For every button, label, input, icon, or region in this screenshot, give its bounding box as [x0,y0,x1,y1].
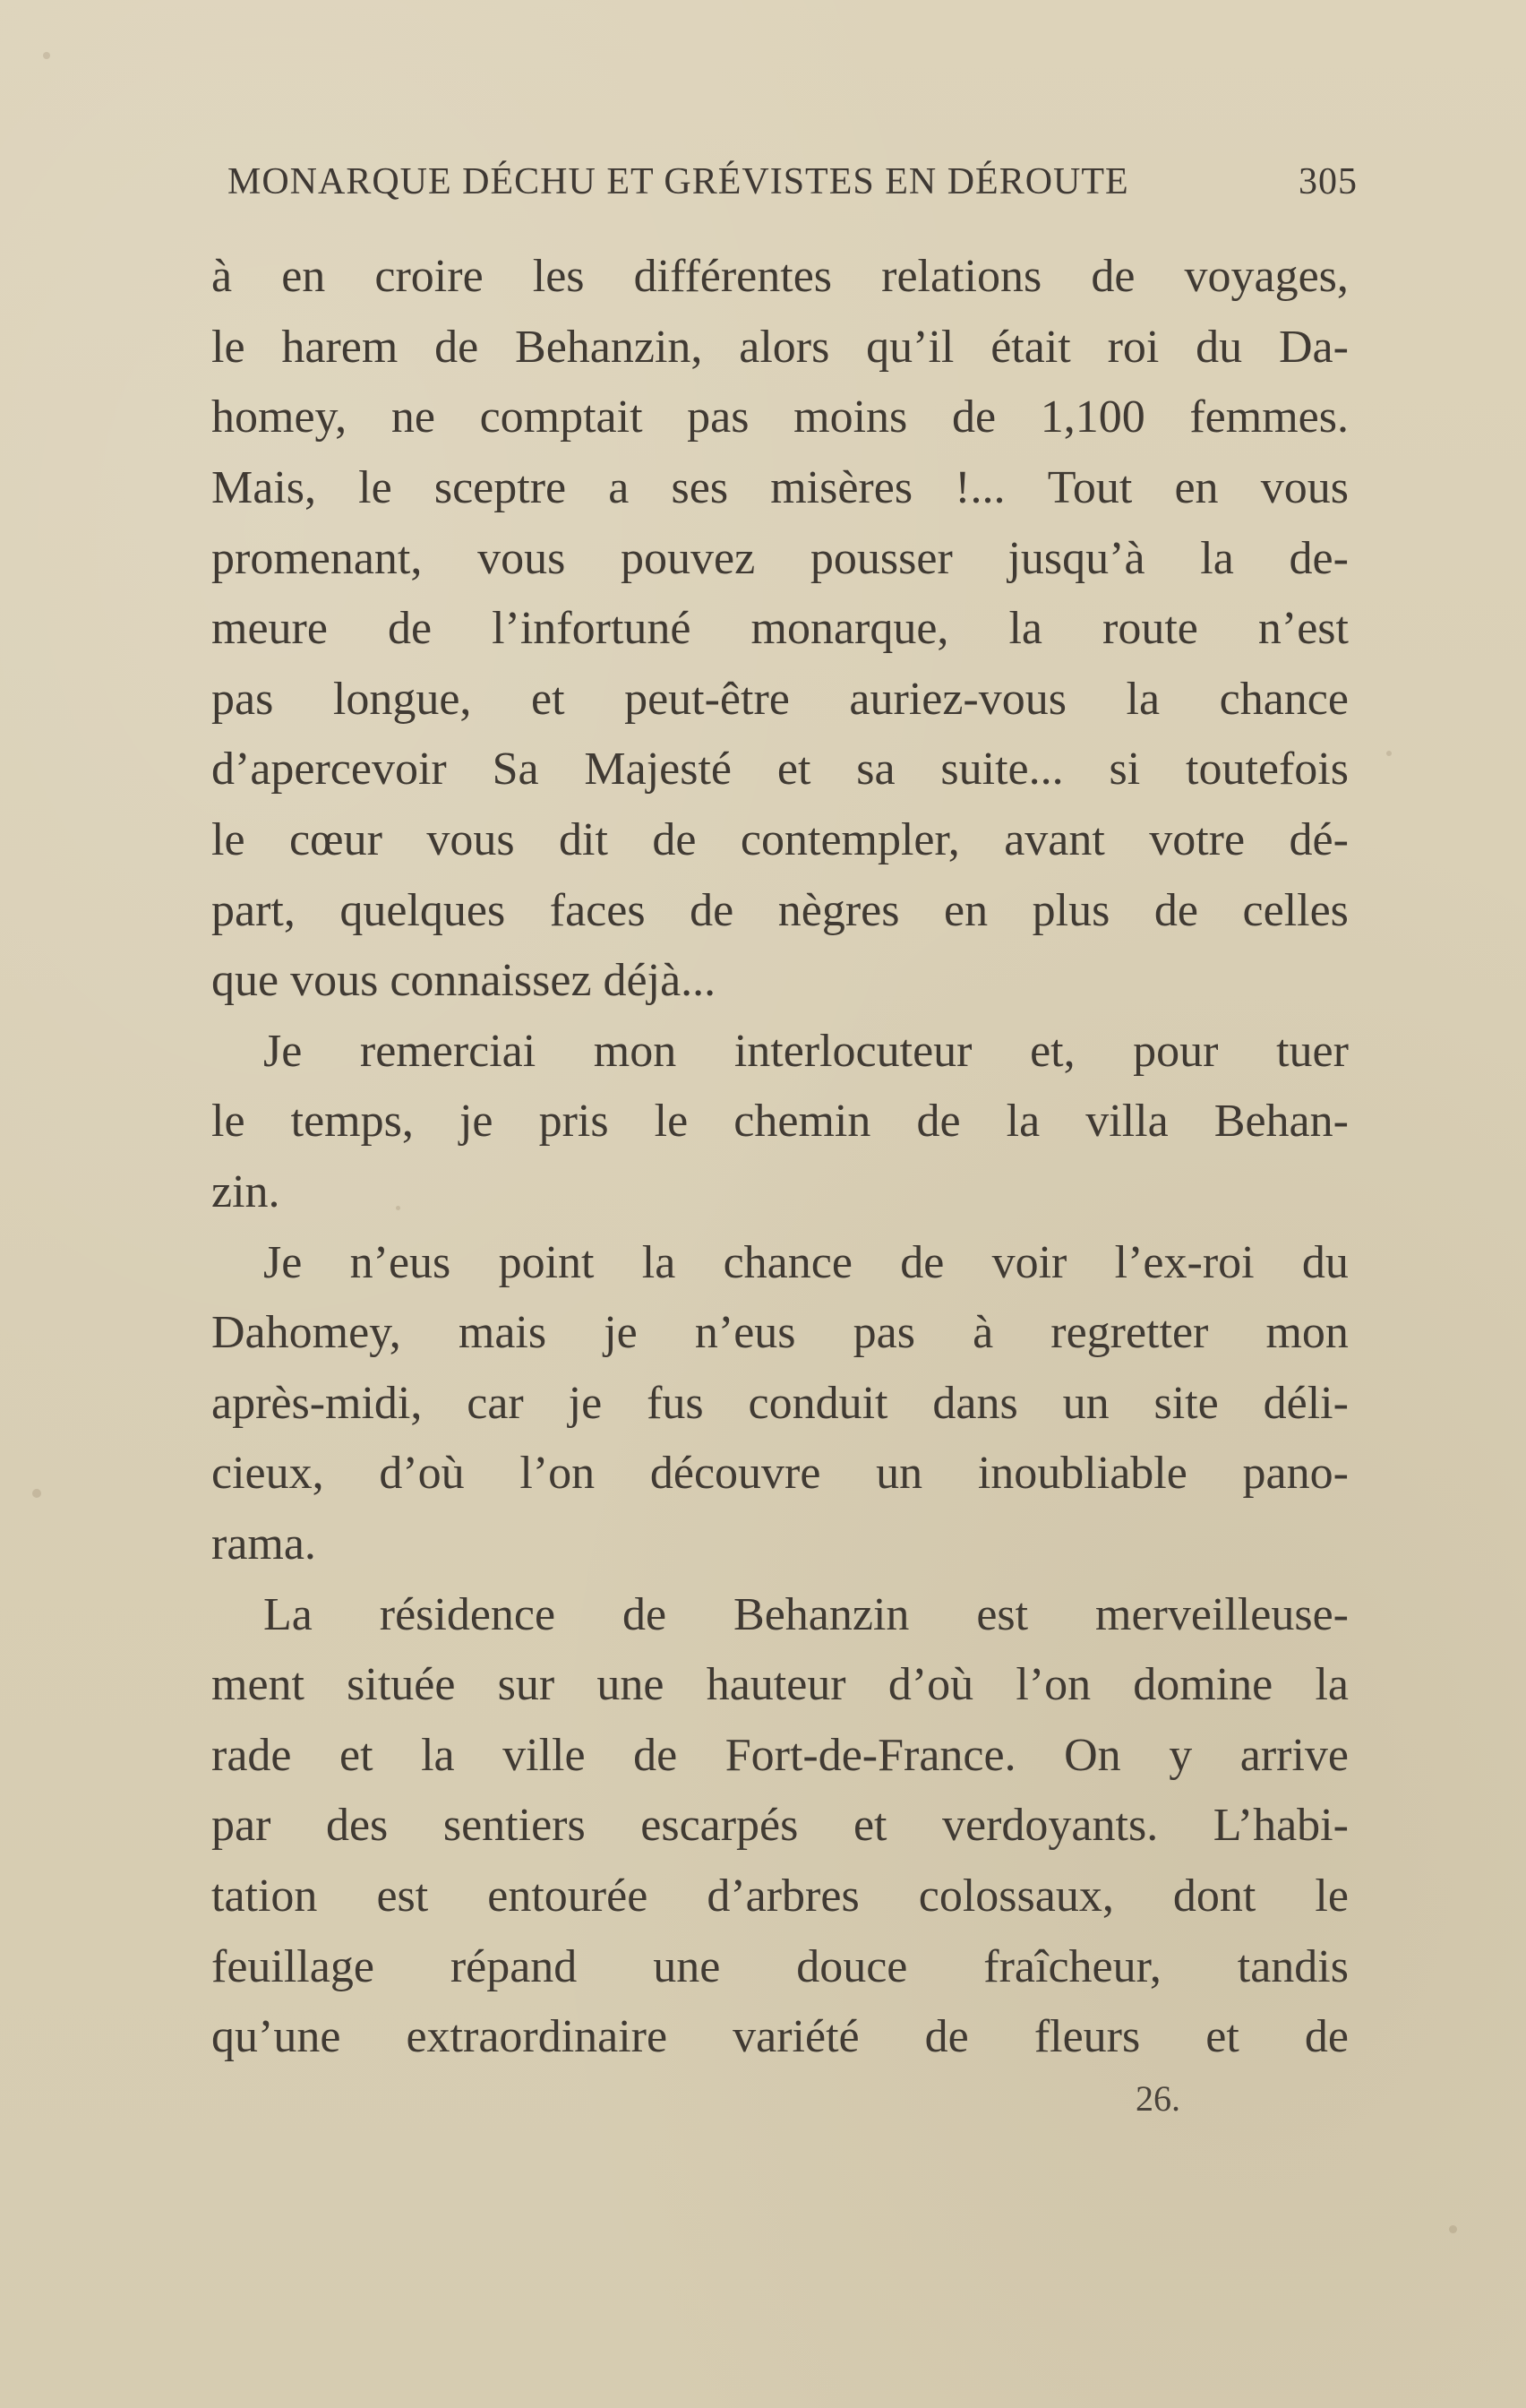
text-word: cieux, [211,1448,324,1500]
text-word: On [1064,1729,1121,1781]
text-word: ses [671,462,729,514]
text-word: un [1062,1377,1110,1429]
text-word: sceptre [433,462,567,514]
text-word: temps, [290,1096,414,1148]
text-word: je [459,1096,493,1148]
text-word: nègres [777,884,900,936]
text-word: alors [739,321,830,373]
text-line-26 [211,2002,1349,2073]
text-word: vous [1260,462,1349,514]
text-word: je [568,1377,603,1429]
text-word: en [281,251,326,303]
text-word: vous [477,532,566,584]
paper-speck [43,52,50,59]
text-word: extraordinaire [406,2011,668,2063]
text-line-11: que vous connaissez déjà... [211,955,716,1007]
text-word: et [853,1800,887,1852]
text-line-20 [211,1579,1349,1650]
text-word: pas [853,1307,915,1359]
text-word: le [654,1096,689,1148]
text-line-24 [211,1862,1349,1932]
text-word: de [924,2011,969,2063]
text-word: femmes. [1189,391,1349,443]
text-word: vous [426,814,515,866]
text-word: de [633,1729,678,1781]
text-line-17 [211,1369,1349,1440]
text-word: du [1301,1236,1349,1288]
text-line-1 [211,242,1349,313]
text-word: n’est [1257,603,1349,655]
text-word: sentiers [442,1800,586,1852]
text-word: la [421,1729,455,1781]
text-word: des [325,1800,389,1852]
text-word: ment [211,1659,304,1711]
text-word: et [530,673,565,725]
text-word: le [211,321,245,373]
text-word: le [211,814,245,866]
text-word: inoubliable [977,1448,1187,1500]
text-word: Behanzin [733,1588,910,1640]
text-word: et [339,1729,373,1781]
text-word: 1,100 [1040,391,1145,443]
text-line-18 [211,1439,1349,1509]
text-word: contempler, [740,814,960,866]
text-word: pris [538,1096,609,1148]
text-word: comptait [479,391,643,443]
text-word: qu’il [866,321,955,373]
text-word: harem [281,321,399,373]
text-word: de [652,814,697,866]
text-word: Mais, [211,462,316,514]
text-word: a [608,462,630,514]
text-word: ville [502,1729,586,1781]
text-word: car [467,1377,524,1429]
paper-speck [32,1489,41,1498]
text-word: chance [723,1236,853,1288]
text-word: fraîcheur, [983,1940,1162,1992]
text-word: toutefois [1186,744,1349,796]
text-word: l’ex-roi [1114,1236,1255,1288]
text-word: pas [211,673,274,725]
text-word: d’où [887,1659,974,1711]
text-line-25 [211,1931,1349,2002]
text-word: de [622,1588,667,1640]
text-word: d’où [379,1448,465,1500]
text-word: de [1304,2011,1349,2063]
text-line-7 [211,665,1349,735]
text-word: Da- [1278,321,1349,373]
text-line-22 [211,1720,1349,1791]
text-word: n’eus [694,1307,796,1359]
text-word: misères [770,462,913,514]
text-word: pas [687,391,750,443]
text-word: du [1196,321,1243,373]
text-line-9 [211,805,1349,876]
text-word: croire [374,251,484,303]
text-word: résidence [379,1588,556,1640]
body-text [211,242,1349,2072]
text-line-3 [211,383,1349,453]
text-word: si [1109,744,1141,796]
text-word: en [944,884,989,936]
text-word: déli- [1263,1377,1349,1429]
text-word: le [1315,1870,1349,1922]
text-word: roi [1107,321,1160,373]
text-word: remerciai [359,1025,536,1077]
text-line-5 [211,523,1349,594]
running-head-title: MONARQUE DÉCHU ET GRÉVISTES EN DÉROUTE [227,161,1129,202]
text-word: de [690,884,734,936]
text-word: homey, [211,391,347,443]
text-word: pouvez [621,532,756,584]
text-word: Je [263,1236,303,1288]
text-line-15 [211,1227,1349,1298]
text-word: y [1169,1729,1193,1781]
text-word: moins [793,391,908,443]
text-word: Je [263,1025,303,1077]
text-word: est [976,1588,1029,1640]
text-word: était [990,321,1071,373]
running-head [227,150,1358,213]
text-word: l’on [519,1448,596,1500]
text-word: colossaux, [918,1870,1114,1922]
text-word: peut-être [624,673,790,725]
text-word: de [434,321,479,373]
text-word: à [211,251,233,303]
text-word: de [916,1096,961,1148]
text-word: après-midi, [211,1377,423,1429]
text-word: la [1126,673,1161,725]
text-word: Behanzin, [515,321,703,373]
text-word: de [387,603,433,655]
text-word: La [263,1588,313,1640]
text-word: auriez-vous [849,673,1067,725]
text-word: découvre [649,1448,821,1500]
text-word: de [951,391,997,443]
text-word: d’arbres [707,1870,860,1922]
text-word: !... [955,462,1006,514]
text-word: chemin [733,1096,871,1148]
text-word: et [776,744,811,796]
text-word: verdoyants. [942,1800,1159,1852]
text-word: voir [991,1236,1067,1288]
text-word: promenant, [211,532,423,584]
text-line-16 [211,1298,1349,1369]
text-word: la [1006,1096,1041,1148]
text-word: Dahomey, [211,1307,401,1359]
text-word: qu’une [211,2011,341,2063]
text-word: arrive [1239,1729,1349,1781]
text-word: monarque, [750,603,949,655]
paper-speck [1449,2225,1457,2233]
text-word: fleurs [1033,2011,1141,2063]
text-word: escarpés [640,1800,799,1852]
text-word: faces [549,884,646,936]
paper-speck [1386,751,1392,756]
text-word: Behan- [1213,1096,1349,1148]
text-word: cœur [288,814,382,866]
text-word: l’infortuné [492,603,691,655]
text-word: et [1205,2011,1239,2063]
text-word: de [1153,884,1198,936]
text-word: site [1153,1377,1219,1429]
text-word: mon [593,1025,677,1077]
text-word: chance [1219,673,1349,725]
text-line-12 [211,1017,1349,1088]
text-word: une [596,1659,664,1711]
text-word: entourée [487,1870,648,1922]
text-word: la [1315,1659,1349,1711]
text-word: merveilleuse- [1095,1588,1349,1640]
text-word: route [1102,603,1198,655]
text-word: mon [1265,1307,1349,1359]
text-word: Majesté [584,744,733,796]
text-word: longue, [332,673,472,725]
text-word: fus [647,1377,704,1429]
text-word: à [973,1307,994,1359]
page-number: 305 [1299,161,1358,202]
text-word: tation [211,1870,318,1922]
text-word: les [532,251,585,303]
text-word: et, [1030,1025,1076,1077]
text-line-14: zin. [211,1166,280,1218]
text-word: tandis [1237,1940,1349,1992]
text-word: voyages, [1184,251,1349,303]
text-word: hauteur [706,1659,846,1711]
text-word: la [641,1236,676,1288]
text-word: pour [1133,1025,1219,1077]
text-word: le [358,462,392,514]
text-word: par [211,1800,271,1852]
text-word: mais [458,1307,547,1359]
text-word: dont [1172,1870,1256,1922]
text-word: pano- [1242,1448,1349,1500]
text-word: Fort-de-France. [724,1729,1016,1781]
text-line-6 [211,594,1349,665]
text-word: est [376,1870,429,1922]
text-word: interlocuteur [733,1025,973,1077]
text-word: dé- [1289,814,1349,866]
signature-mark: 26. [1136,2077,1180,2119]
text-word: dans [932,1377,1018,1429]
text-word: différentes [633,251,833,303]
text-word: celles [1242,884,1349,936]
text-word: L’habi- [1213,1800,1349,1852]
text-line-21 [211,1650,1349,1721]
text-word: conduit [748,1377,888,1429]
text-word: je [604,1307,638,1359]
text-word: sa [856,744,896,796]
text-word: de [1091,251,1136,303]
text-word: suite... [940,744,1064,796]
text-word: la [1200,532,1234,584]
text-word: feuillage [211,1940,374,1992]
text-word: de [900,1236,945,1288]
text-word: villa [1085,1096,1169,1148]
text-word: Sa [492,744,539,796]
text-word: avant [1004,814,1105,866]
text-word: votre [1149,814,1246,866]
text-word: une [653,1940,721,1992]
text-word: rade [211,1729,292,1781]
text-line-4 [211,453,1349,524]
text-word: d’apercevoir [211,744,447,796]
text-word: regretter [1050,1307,1209,1359]
text-word: un [876,1448,923,1500]
text-word: pousser [810,532,953,584]
text-word: point [498,1236,595,1288]
text-line-2 [211,313,1349,383]
text-line-13 [211,1087,1349,1157]
text-word: la [1008,603,1042,655]
text-word: domine [1133,1659,1273,1711]
text-word: tuer [1276,1025,1349,1077]
text-word: relations [881,251,1042,303]
text-line-10 [211,875,1349,946]
text-word: sur [497,1659,555,1711]
text-word: l’on [1016,1659,1092,1711]
text-word: plus [1032,884,1110,936]
text-word: en [1174,462,1219,514]
text-word: douce [796,1940,908,1992]
text-word: jusqu’à [1007,532,1145,584]
text-word: le [211,1096,245,1148]
text-word: répand [450,1940,578,1992]
text-word: quelques [339,884,506,936]
text-line-8 [211,735,1349,805]
text-word: ne [390,391,435,443]
text-word: Tout [1047,462,1133,514]
text-line-19: rama. [211,1518,316,1570]
text-word: n’eus [349,1236,451,1288]
text-word: meure [211,603,328,655]
text-word: part, [211,884,296,936]
text-word: de- [1289,532,1349,584]
text-word: dit [559,814,608,866]
text-line-23 [211,1791,1349,1862]
text-word: située [347,1659,456,1711]
text-word: variété [733,2011,860,2063]
